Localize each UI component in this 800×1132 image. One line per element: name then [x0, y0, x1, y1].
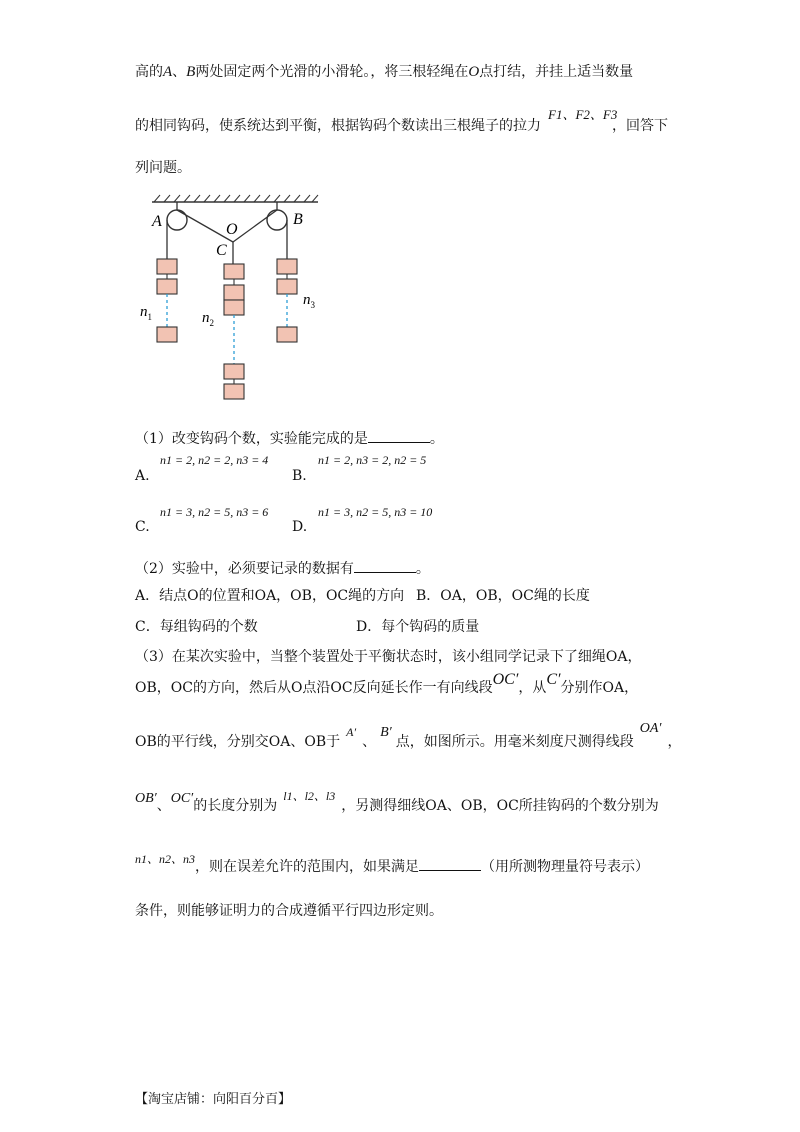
q1-option-d-letter: D. [292, 519, 308, 535]
q3-text: （用所测物理量符号表示） [481, 859, 650, 875]
weight [277, 327, 297, 342]
intro-line-1 [135, 62, 633, 82]
point-b-prime: B′ [380, 725, 392, 740]
weight [224, 300, 244, 315]
q1-option-b-expr: n1 = 2, n3 = 2, n2 = 5 [318, 453, 427, 467]
q1-option-b-letter: B. [292, 468, 307, 484]
weight [277, 279, 297, 294]
q1-option-c-expr: n1 = 3, n2 = 5, n3 = 6 [160, 505, 269, 519]
label-a: A [152, 213, 162, 230]
intro-text: 高的 [135, 64, 163, 80]
q3-text: ， [667, 734, 682, 750]
counts-n1-n2-n3: n1、n2、n3 [135, 852, 196, 866]
q1-stem-end: 。 [429, 431, 444, 447]
intro-line-2 [135, 116, 541, 136]
q2-option-d: D．每个钩码的质量 [356, 619, 480, 635]
pulley-b [267, 210, 287, 230]
q3-line-2 [135, 671, 639, 698]
q3-text: ，则在误差允许的范围内，如果满足 [195, 859, 420, 875]
weight [157, 259, 177, 274]
pulley-a [167, 210, 187, 230]
forces-text: F1、F2、F3 [548, 107, 618, 122]
q2-option-b: B．OA，OB，OC绳的长度 [416, 588, 590, 604]
q3-answer-blank [419, 856, 481, 871]
q1-stem [135, 428, 444, 449]
segment-ob-prime: OB′ [135, 791, 157, 806]
weight [157, 279, 177, 294]
label-b: B [293, 211, 303, 228]
intro-line-3 [135, 158, 191, 178]
q3-text: OB的平行线，分别交OA、OB于 [135, 734, 341, 750]
point-c-prime: C′ [546, 671, 561, 688]
q3-line-6 [135, 901, 443, 921]
q3-text: OB，OC的方向，然后从O点沿OC反向延长作一有向线段 [135, 680, 493, 696]
q3-line-5 [135, 852, 650, 877]
q3-text: 的长度分别为 [193, 798, 278, 814]
q1-answer-blank [368, 428, 430, 443]
pulley-diagram [140, 192, 330, 407]
footer-shop-note: 【淘宝店铺：向阳百分百】 [135, 1092, 292, 1107]
forces-expression [548, 104, 617, 123]
label-o: O [226, 221, 238, 238]
label-n3: $n_3$ [303, 292, 315, 310]
weight [277, 259, 297, 274]
point-a-prime: A′ [346, 725, 357, 739]
weight [157, 327, 177, 342]
point-b-label: B [186, 64, 196, 80]
q2-stem [135, 558, 430, 579]
intro-text: ，回答下 [612, 118, 668, 134]
q3-text: （3）在某次实验中，当整个装置处于平衡状态时，该小组同学记录下了细绳OA， [135, 649, 642, 665]
separator: 、 [172, 64, 187, 80]
q3-text: ，另测得细线OA、OB，OC所挂钩码的个数分别为 [341, 798, 659, 814]
q1-option-c-letter: C. [135, 519, 150, 535]
weight [224, 264, 244, 279]
q3-line-1 [135, 647, 642, 667]
q1-stem-text: （1）改变钩码个数，实验能完成的是 [135, 431, 368, 447]
q3-text: 分别作OA， [560, 680, 639, 696]
label-n2: $n_2$ [202, 310, 214, 328]
ceiling-hatch [154, 195, 318, 202]
point-o-label: O [468, 64, 480, 80]
weight [224, 285, 244, 300]
q1-option-a-letter: A. [135, 468, 150, 484]
separator: 、 [362, 734, 377, 750]
q2-option-c: C．每组钩码的个数 [135, 619, 258, 635]
intro-text: 点打结，并挂上适当数量 [479, 64, 634, 80]
q2-answer-blank [354, 558, 416, 573]
segment-oa-prime: OA′ [639, 721, 662, 736]
weight [224, 384, 244, 399]
separator: 、 [156, 798, 171, 814]
intro-line-2-end [612, 116, 668, 136]
intro-text: 列问题。 [135, 160, 191, 176]
q1-option-d-expr: n1 = 3, n2 = 5, n3 = 10 [318, 505, 433, 519]
q3-line-4 [135, 789, 659, 817]
segment-oc-prime: OC′ [492, 671, 519, 688]
q3-line-3 [135, 721, 682, 753]
q3-text: 条件，则能够证明力的合成遵循平行四边形定则。 [135, 903, 443, 919]
q2-option-a: A．结点O的位置和OA，OB，OC绳的方向 [135, 588, 405, 604]
intro-text: 的相同钩码，使系统达到平衡，根据钩码个数读出三根绳子的拉力 [135, 118, 541, 134]
q3-text: ，从 [518, 680, 547, 696]
label-n1: $n_1$ [140, 304, 152, 322]
q2-stem-text: （2）实验中，必须要记录的数据有 [135, 561, 354, 577]
segment-oc-prime: OC′ [170, 791, 194, 806]
intro-text: 两处固定两个光滑的小滑轮。，将三根轻绳在 [195, 64, 469, 80]
q1-option-a-expr: n1 = 2, n2 = 2, n3 = 4 [160, 453, 269, 467]
q2-stem-end: 。 [415, 561, 430, 577]
label-c: C [216, 242, 227, 259]
point-a-label: A [163, 64, 173, 80]
lengths-l1-l2-l3: l1、l2、l3 [283, 789, 336, 803]
weight [224, 364, 244, 379]
q3-text: 点，如图所示。用毫米刻度尺测得线段 [395, 734, 634, 750]
